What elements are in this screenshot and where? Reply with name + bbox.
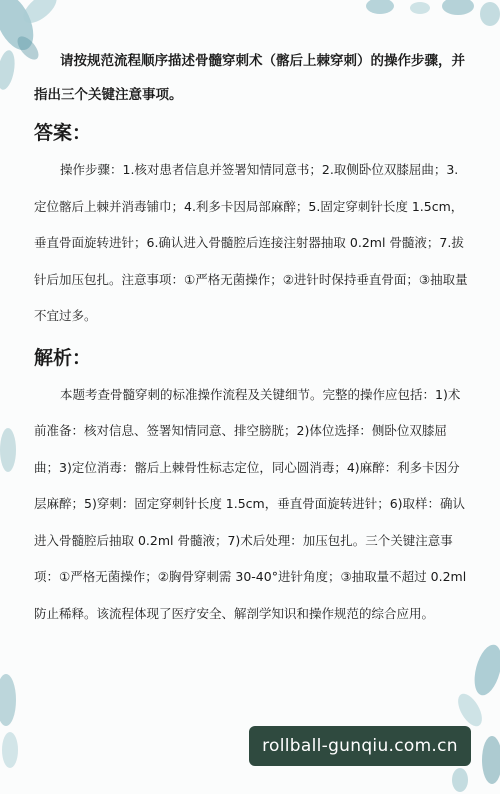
document-body (34, 44, 470, 640)
watermark-badge: rollball-gunqiu.com.cn (249, 726, 471, 766)
leaf-decoration-bottom-right (400, 640, 500, 794)
question-text: 请按规范流程顺序描述骨髓穿刺术（髂后上棘穿刺）的操作步骤，并指出三个关键注意事项。 (34, 53, 465, 103)
answer-text: 操作步骤：1.核对患者信息并签署知情同意书；2.取侧卧位双膝屈曲；3.定位髂后上棘并消毒铺巾；4.利多卡因局部麻醉；5.固定穿刺针长度 1.5cm，垂直骨面旋转进针；6.确认进入骨髓腔后连接注射器抽取 0.2ml 骨髓液；7.拔针后加压包扎。注意事项：①严格无菌操作；②进针时保持垂直骨面；③抽取量不宜过多。 (34, 162, 468, 323)
analysis-text: 本题考查骨髓穿刺的标准操作流程及关键细节。完整的操作应包括：1)术前准备：核对信息、签署知情同意、排空膀胱；2)体位选择：侧卧位双膝屈曲；3)定位消毒：髂后上棘骨性标志定位，同心圆消毒；4)麻醉：利多卡因分层麻醉；5)穿刺：固定穿刺针长度 1.5cm，垂直骨面旋转进针；6)取样：确认进入骨髓腔后抽取 0.2ml 骨髓液；7)术后处理：加压包扎。三个关键注意事项：①严格无菌操作；②胸骨穿刺需 30-40°进针角度；③抽取量不超过 0.2ml 防止稀释。该流程体现了医疗安全、解剖学知识和操作规范的综合应用。 (34, 386, 467, 621)
answer-heading: 答案： (34, 122, 92, 144)
analysis-heading: 解析： (34, 346, 92, 369)
